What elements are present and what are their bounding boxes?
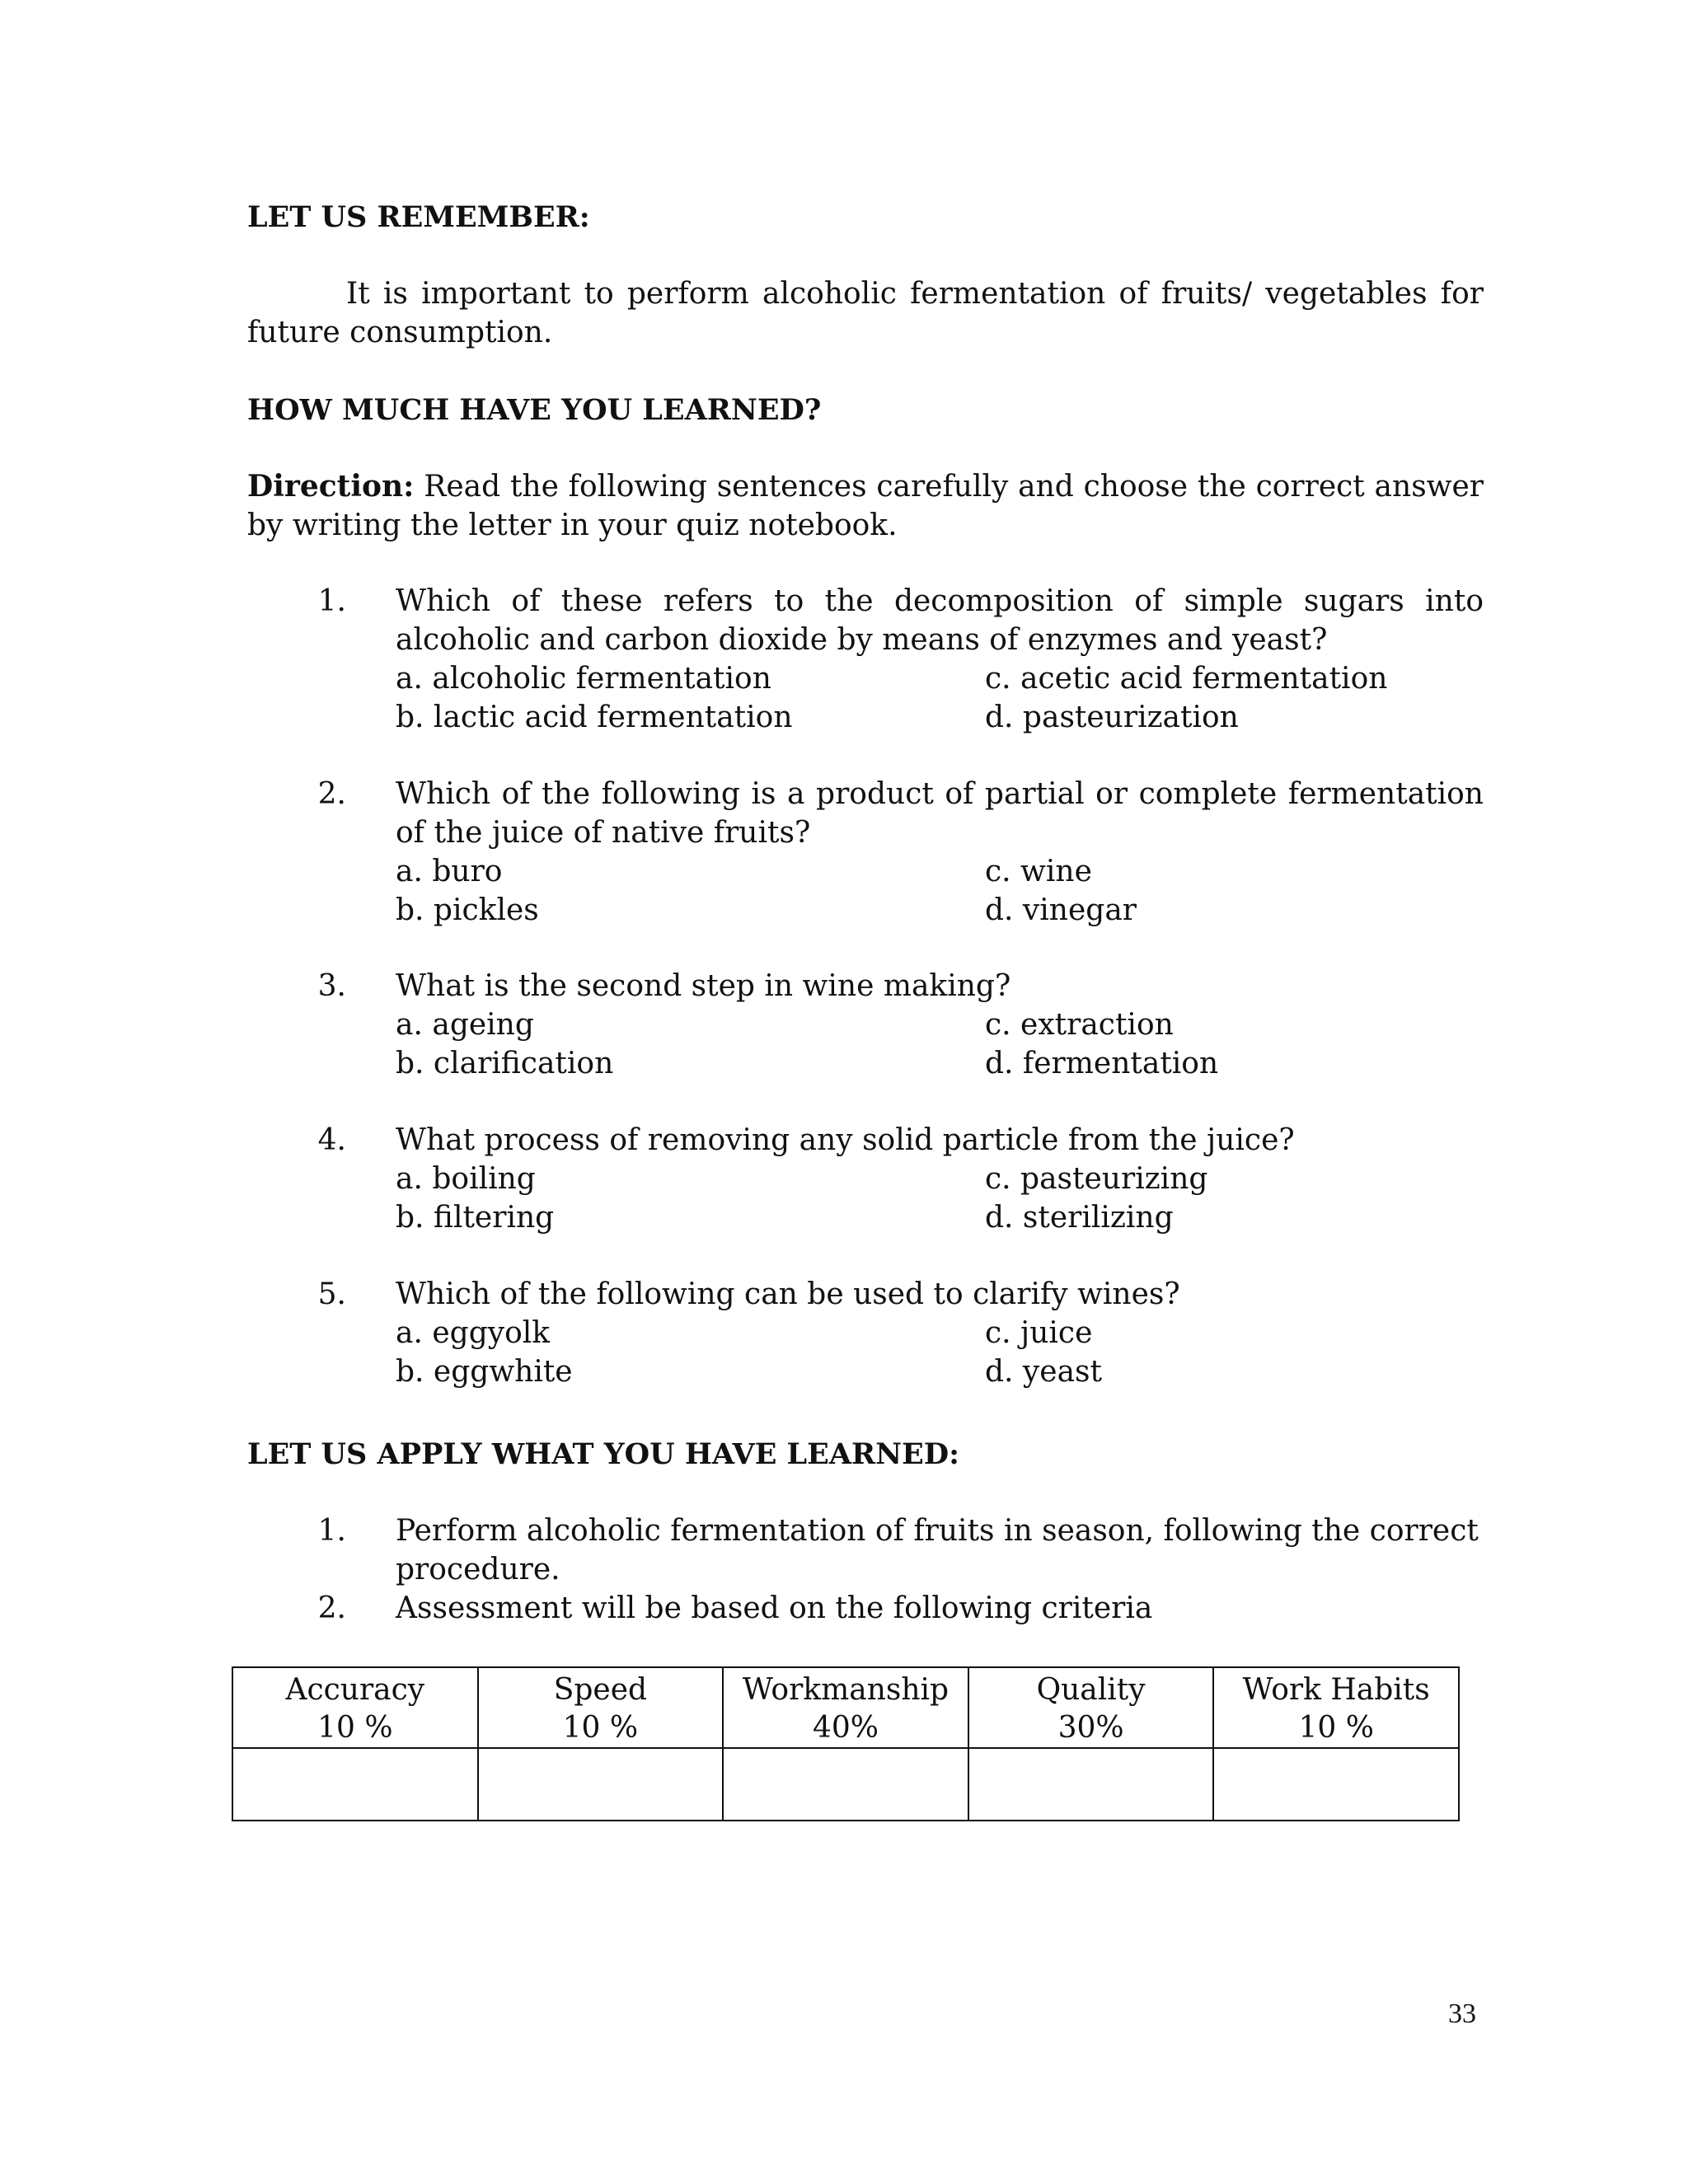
criteria-cell [232, 1667, 478, 1748]
criteria-cell [723, 1667, 968, 1748]
remember-paragraph: It is important to perform alcoholic fermentation of fruits/ vegetables for future consumption. [247, 277, 1484, 349]
direction-label: Direction: [247, 469, 415, 504]
question-options [396, 1005, 1484, 1083]
apply-item [297, 1511, 1484, 1589]
criteria-cell [1213, 1667, 1459, 1748]
score-cell [232, 1748, 478, 1821]
option-b: b. filtering [396, 1201, 555, 1235]
criteria-name: Accuracy [285, 1673, 425, 1707]
question-4 [297, 1121, 1484, 1237]
option-a: a. buro [396, 855, 503, 888]
option-d: d. fermentation [985, 1047, 1219, 1080]
option-c: c. pasteurizing [985, 1162, 1208, 1196]
question-number: 5. [317, 1277, 346, 1311]
question-text: What process of removing any solid particle from the juice? [396, 1123, 1295, 1157]
question-options [396, 659, 1484, 737]
question-text: Which of these refers to the decomposition of simple sugars into alcoholic and carbon dioxide by means of enzymes and yeast? [396, 584, 1484, 657]
criteria-name: Workmanship [742, 1673, 950, 1707]
apply-item [297, 1589, 1484, 1628]
score-cell [968, 1748, 1214, 1821]
option-a: a. alcoholic fermentation [396, 662, 771, 696]
option-d: d. pasteurization [985, 701, 1239, 734]
apply-item-number: 2. [317, 1591, 346, 1625]
criteria-weight: 30% [1057, 1711, 1124, 1745]
question-number: 4. [317, 1123, 346, 1157]
criteria-name: Quality [1036, 1673, 1146, 1707]
option-d: d. yeast [985, 1355, 1102, 1389]
criteria-weight: 10 % [1298, 1711, 1374, 1745]
option-c: c. extraction [985, 1008, 1174, 1042]
question-number: 2. [317, 777, 346, 811]
criteria-name: Work Habits [1242, 1673, 1430, 1707]
criteria-weight: 10 % [562, 1711, 639, 1745]
criteria-name: Speed [553, 1673, 648, 1707]
question-1 [297, 582, 1484, 737]
score-cell [723, 1748, 968, 1821]
direction-paragraph [247, 467, 1484, 545]
option-a: a. eggyolk [396, 1316, 551, 1350]
direction-text: Read the following sentences carefully and choose the correct answer by writing the letter in your quiz notebook. [247, 470, 1484, 542]
apply-item-text: Perform alcoholic fermentation of fruits in season, following the correct procedure. [396, 1514, 1479, 1586]
question-5 [297, 1275, 1484, 1391]
criteria-cell [968, 1667, 1214, 1748]
option-c: c. wine [985, 855, 1092, 888]
option-d: d. vinegar [985, 893, 1137, 927]
question-2 [297, 775, 1484, 930]
apply-item-number: 1. [317, 1514, 346, 1548]
criteria-score-row [232, 1748, 1459, 1821]
option-a: a. boiling [396, 1162, 536, 1196]
section-heading-learned: HOW MUCH HAVE YOU LEARNED? [247, 393, 822, 427]
question-options [396, 852, 1484, 930]
option-d: d. sterilizing [985, 1201, 1174, 1235]
score-cell [478, 1748, 724, 1821]
option-b: b. eggwhite [396, 1355, 573, 1389]
criteria-weight: 40% [812, 1711, 879, 1745]
question-options [396, 1314, 1484, 1391]
apply-list [297, 1511, 1484, 1628]
apply-item-text: Assessment will be based on the following criteria [396, 1591, 1153, 1625]
criteria-table [232, 1666, 1460, 1821]
section-heading-apply: LET US APPLY WHAT YOU HAVE LEARNED: [247, 1437, 960, 1471]
option-b: b. clarification [396, 1047, 614, 1080]
question-3 [297, 967, 1484, 1083]
question-text: What is the second step in wine making? [396, 969, 1011, 1003]
question-options [396, 1160, 1484, 1237]
score-cell [1213, 1748, 1459, 1821]
criteria-weight: 10 % [317, 1711, 393, 1745]
question-number: 3. [317, 969, 346, 1003]
option-b: b. lactic acid fermentation [396, 701, 793, 734]
criteria-cell [478, 1667, 724, 1748]
option-c: c. juice [985, 1316, 1093, 1350]
section-heading-remember: LET US REMEMBER: [247, 200, 590, 234]
question-number: 1. [317, 584, 346, 618]
criteria-header-row [232, 1667, 1459, 1748]
option-b: b. pickles [396, 893, 539, 927]
option-a: a. ageing [396, 1008, 534, 1042]
question-text: Which of the following is a product of partial or complete fermentation of the juice of native fruits? [396, 777, 1484, 850]
page-number: 33 [1448, 1999, 1476, 2029]
option-c: c. acetic acid fermentation [985, 662, 1388, 696]
question-text: Which of the following can be used to clarify wines? [396, 1277, 1180, 1311]
